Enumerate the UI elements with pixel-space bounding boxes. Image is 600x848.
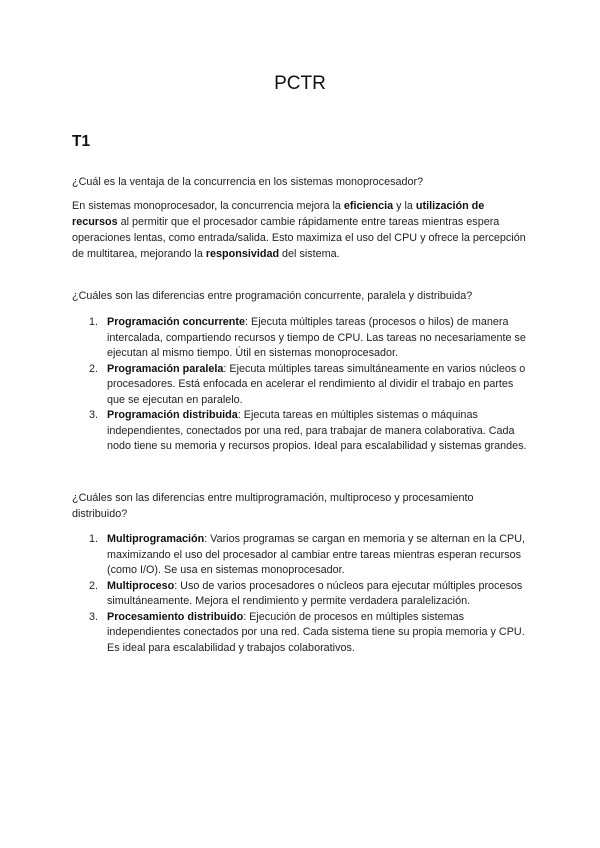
list-item-term: Multiproceso [107, 579, 175, 592]
list-item [72, 579, 530, 610]
list-item-term: Programación concurrente [107, 316, 245, 328]
question-3: ¿Cuáles son las diferencias entre multiprogramación, multiproceso y procesamiento distribuido? [72, 492, 474, 520]
list-item-number: 1. [89, 533, 99, 545]
list-item-number: 3. [89, 610, 99, 623]
list-item-number: 3. [89, 409, 99, 421]
list-item [72, 362, 530, 409]
list-item-term: Procesamiento distribuido [107, 610, 244, 623]
section-heading: T1 [72, 133, 91, 150]
list-item-text: : Varios programas se cargan en memoria y se alternan en la CPU, maximizando el uso del procesador al cambiar entre tareas mientras esperan recursos (como I/O). Se usa en sistemas monoprocesador. [107, 533, 526, 576]
list-item-number: 1. [89, 316, 99, 328]
question-1: ¿Cuál es la ventaja de la concurrencia en los sistemas monoprocesador? [72, 176, 424, 188]
answer-1-text: al permitir que el procesador cambie rápidamente entre tareas mientras espera operaciones lentas, como entrada/salida. Esto maximiza el uso del CPU y ofrece la percepción de multitarea, mejorando la [72, 216, 526, 260]
list-item-text: : Uso de varios procesadores o núcleos para ejecutar múltiples procesos simultáneamente. Mejora el rendimiento y permite verdadera paralelización. [107, 579, 523, 607]
list-item-number: 2. [89, 579, 99, 592]
answer-3-list [72, 532, 530, 656]
list-item-term: Multiprogramación [107, 533, 205, 545]
list-item-term: Programación paralela [107, 362, 224, 375]
answer-1-text: En sistemas monoprocesador, la concurrencia mejora la [72, 200, 344, 212]
answer-1-text: y la [393, 200, 416, 212]
question-2: ¿Cuáles son las diferencias entre programación concurrente, paralela y distribuida? [72, 290, 473, 302]
list-item [72, 532, 530, 579]
list-item-text: : Ejecuta múltiples tareas simultáneamente en varios núcleos o procesadores. Está enfocada en acelerar el rendimiento al dividir el trabajo en partes que se ejecutan en paralelo. [107, 362, 526, 406]
answer-1-bold: utilización de recursos [72, 200, 485, 228]
list-item [72, 610, 530, 657]
list-item-text: : Ejecución de procesos en múltiples sistemas independientes conectados por una red. Cada sistema tiene su propia memoria y CPU. Es ideal para escalabilidad y trabajos colaborativos. [107, 610, 525, 654]
answer-1-text: del sistema. [279, 248, 340, 260]
list-item-number: 2. [89, 362, 99, 375]
document-title: PCTR [274, 73, 326, 94]
answer-2-list [72, 315, 530, 455]
answer-1-bold: responsividad [205, 248, 280, 260]
list-item [72, 408, 530, 455]
list-item-text: : Ejecuta tareas en múltiples sistemas o máquinas independientes, conectados por una red, para trabajar de manera colaborativa. Cada nodo tiene su memoria y recursos propios. Ideal para escalabilidad y sistemas grandes. [107, 409, 527, 452]
list-item-term: Programación distribuida [107, 409, 238, 421]
list-item [72, 315, 530, 362]
answer-1-bold: eficiencia [343, 200, 394, 212]
list-item-text: : Ejecuta múltiples tareas (procesos o hilos) de manera intercalada, compartiendo recursos y tiempo de CPU. Las tareas no necesariamente se ejecutan al mismo tiempo. Útil en sistemas monoprocesador. [107, 316, 526, 359]
answer-1 [72, 198, 530, 262]
